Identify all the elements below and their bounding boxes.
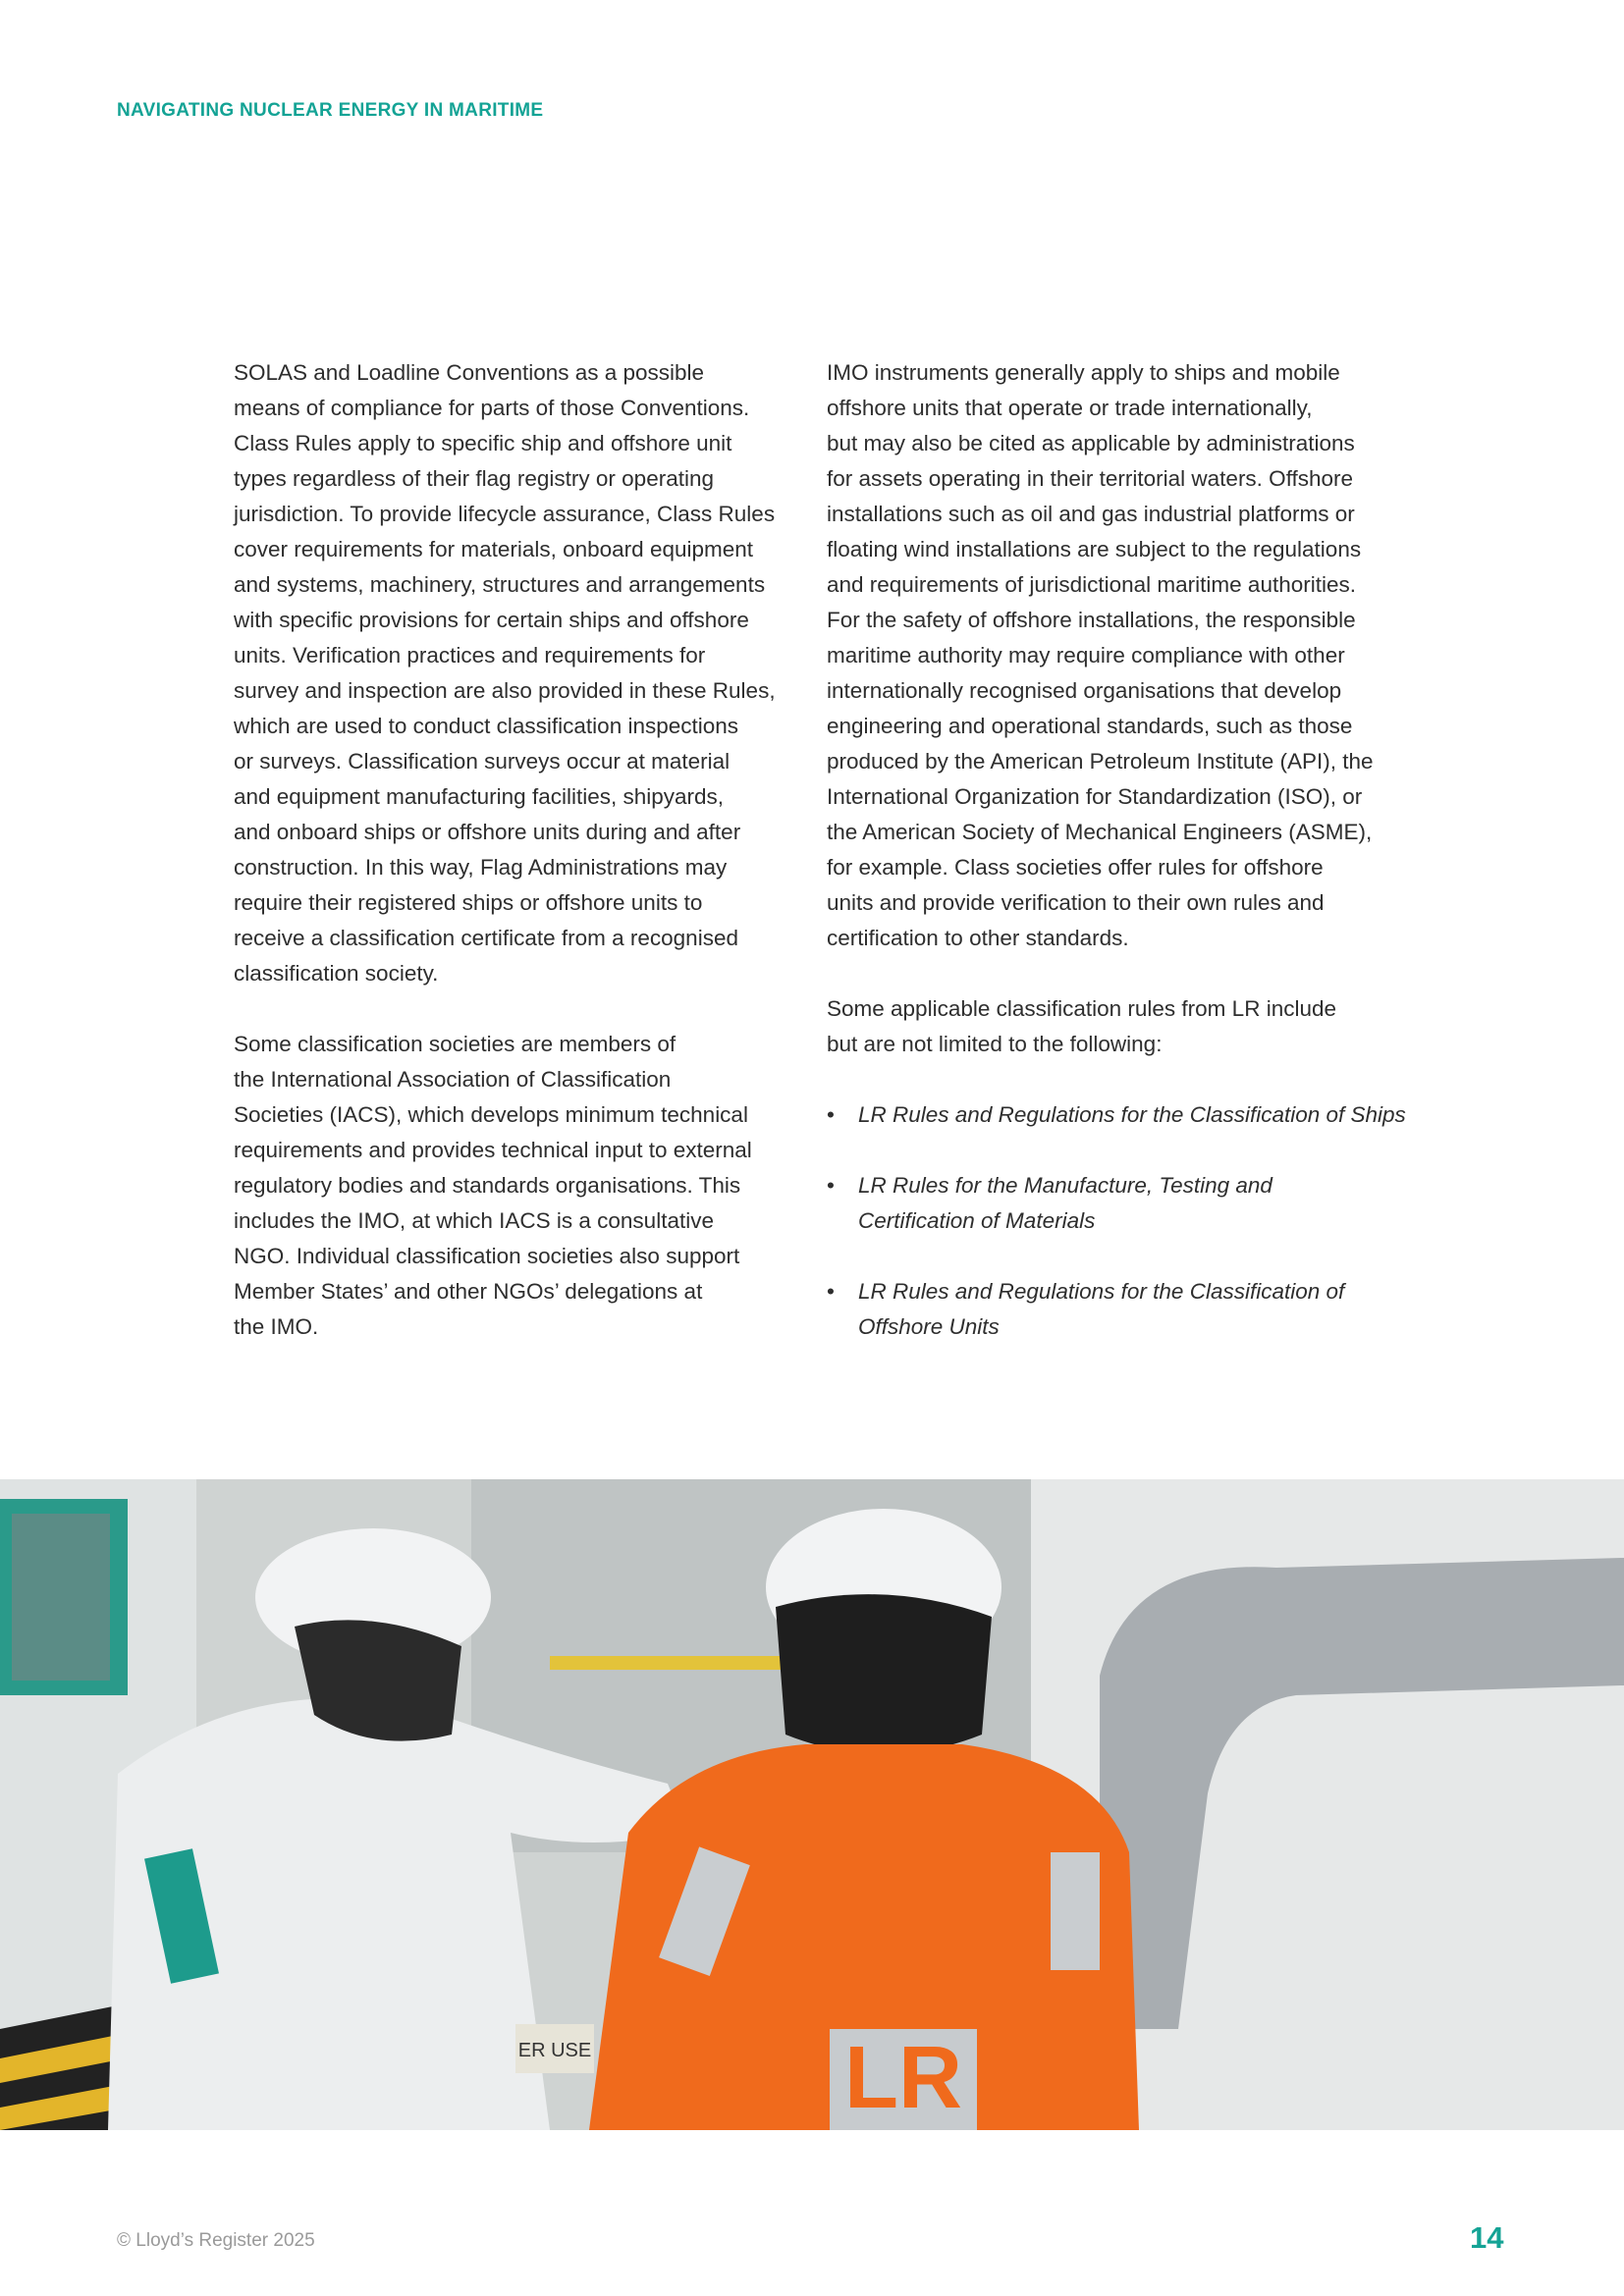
text-line: LR Rules for the Manufacture, Testing and [858,1173,1272,1198]
text-line: and systems, machinery, structures and arrangements [234,572,766,597]
text-line: For the safety of offshore installations, the responsible [827,608,1356,632]
text-line: jurisdiction. To provide lifecycle assurance, Class Rules [234,502,776,526]
text-line: installations such as oil and gas industrial platforms or [827,502,1355,526]
text-line: requirements and provides technical input to external [234,1138,752,1162]
text-line: LR Rules and Regulations for the Classification of [858,1279,1345,1304]
copyright: © Lloyd’s Register 2025 [117,2230,315,2251]
running-header: NAVIGATING NUCLEAR ENERGY IN MARITIME [117,100,544,121]
text-line: and requirements of jurisdictional maritime authorities. [827,572,1356,597]
text-line: survey and inspection are also provided in these Rules, [234,678,776,703]
text-line: produced by the American Petroleum Institute (API), the [827,749,1374,774]
text-line: for example. Class societies offer rules for offshore [827,855,1324,880]
bullet-icon: • [827,1102,835,1127]
text-line: International Organization for Standardization (ISO), or [827,784,1363,809]
text-line: SOLAS and Loadline Conventions as a possible [234,360,705,385]
text-line: Member States’ and other NGOs’ delegations at [234,1279,703,1304]
text-line: offshore units that operate or trade internationally, [827,396,1313,420]
text-line: Some classification societies are members of [234,1032,677,1056]
text-line: Some applicable classification rules from LR include [827,996,1336,1021]
text-line: floating wind installations are subject to the regulations [827,537,1362,561]
text-line: but are not limited to the following: [827,1032,1163,1056]
text-line: the American Society of Mechanical Engineers (ASME), [827,820,1373,844]
text-line: means of compliance for parts of those Conventions. [234,396,750,420]
text-line: internationally recognised organisations that develop [827,678,1342,703]
text-line: for assets operating in their territorial waters. Offshore [827,466,1354,491]
text-line: and equipment manufacturing facilities, shipyards, [234,784,725,809]
text-line: Certification of Materials [858,1208,1096,1233]
text-line: certification to other standards. [827,926,1129,950]
left-column [234,355,803,1380]
text-line: includes the IMO, at which IACS is a consultative [234,1208,714,1233]
text-line: Class Rules apply to specific ship and offshore unit [234,431,732,455]
bullet-icon: • [827,1173,835,1198]
right-column [827,355,1416,1380]
text-line: maritime authority may require compliance with other [827,643,1345,667]
text-line: regulatory bodies and standards organisations. This [234,1173,741,1198]
text-line: types regardless of their flag registry or operating [234,466,714,491]
text-line: units. Verification practices and requirements for [234,643,706,667]
text-line: classification society. [234,961,439,986]
text-line: and onboard ships or offshore units during and after [234,820,741,844]
text-line: with specific provisions for certain ships and offshore [234,608,749,632]
text-line: which are used to conduct classification inspections [234,714,739,738]
text-line: NGO. Individual classification societies also support [234,1244,740,1268]
text-line: construction. In this way, Flag Administrations may [234,855,728,880]
text-line: LR Rules and Regulations for the Classification of Ships [858,1102,1406,1127]
paragraph [234,355,803,991]
bullet-item [827,1168,1416,1239]
text-line: the IMO. [234,1314,319,1339]
text-line: require their registered ships or offshore units to [234,890,703,915]
text-line: receive a classification certificate from a recognised [234,926,738,950]
photo-engineers-in-engine-room [0,1479,1624,2130]
text-line: the International Association of Classification [234,1067,672,1092]
text-line: or surveys. Classification surveys occur at material [234,749,731,774]
text-line: cover requirements for materials, onboard equipment [234,537,754,561]
bullet-item [827,1274,1416,1345]
paragraph [234,1027,803,1345]
paragraph [827,991,1416,1062]
photo-illustration [0,1479,1624,2130]
text-line: but may also be cited as applicable by administrations [827,431,1355,455]
text-line: IMO instruments generally apply to ships and mobile [827,360,1340,385]
lr-logo-on-coverall: LR [844,2029,962,2127]
page-number: 14 [1470,2220,1504,2255]
text-line: Offshore Units [858,1314,1000,1339]
bullet-icon: • [827,1279,835,1304]
text-line: Societies (IACS), which develops minimum technical [234,1102,748,1127]
text-line: units and provide verification to their own rules and [827,890,1325,915]
paragraph [827,355,1416,956]
bullet-item [827,1097,1416,1133]
text-line: engineering and operational standards, such as those [827,714,1353,738]
sign-text: ER USE [517,2040,592,2061]
